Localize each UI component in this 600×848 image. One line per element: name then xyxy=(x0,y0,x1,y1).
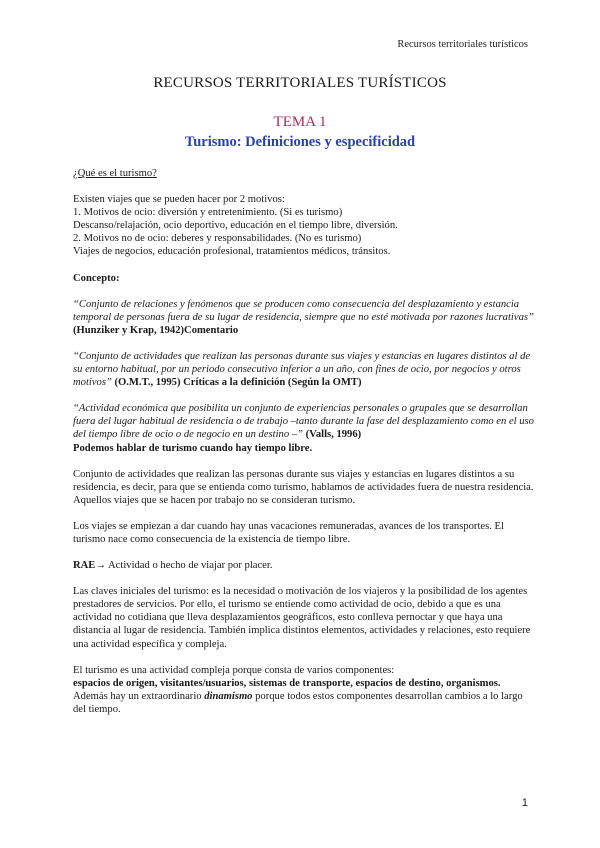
definition-quote-2 xyxy=(73,350,535,389)
paragraph: Conjunto de actividades que realizan las personas durante sus viajes y estancias en lugares distintos a su residencia, es decir, para que se entienda como turismo, hablamos de actividades fuera de nuestra residencia. Aquellos viajes que se hacen por trabajo no se consideran turismo. xyxy=(73,468,534,506)
chapter-label: TEMA 1 xyxy=(273,114,327,130)
section-question: ¿Qué es el turismo? xyxy=(73,168,157,179)
rae-label: RAE xyxy=(73,560,96,572)
body-line: 2. Motivos no de ocio: deberes y responsabilidades. (No es turismo) xyxy=(73,233,362,245)
concepto-heading: Concepto: xyxy=(73,272,120,284)
definition-quote-3 xyxy=(73,402,535,441)
rae-text: Actividad o hecho de viajar por placer. xyxy=(105,560,273,572)
page-number: 1 xyxy=(521,797,528,809)
emphasis-dinamismo: dinamismo xyxy=(204,690,253,702)
document-title: RECURSOS TERRITORIALES TURÍSTICOS xyxy=(153,75,447,91)
sentence-part: porque todos estos componentes desarrollan cambios a lo largo del tiempo. xyxy=(73,690,523,715)
chapter-subtitle: Turismo: Definiciones y especificidad xyxy=(184,134,416,150)
paragraph: El turismo es una actividad compleja porque consta de varios componentes: xyxy=(73,664,395,676)
quote-reference: (Valls, 1996) xyxy=(302,429,362,441)
sentence-part: Además hay un extraordinario xyxy=(73,690,205,702)
body-line: 1. Motivos de ocio: diversión y entretenimiento. (Si es turismo) xyxy=(73,207,343,219)
quote-conclusion: Podemos hablar de turismo cuando hay tiempo libre. xyxy=(73,442,313,454)
quote-text: “Conjunto de relaciones y fenómenos que se producen como consecuencia del desplazamiento y estancia temporal de personas fuera de su lugar de residencia, siempre que no esté motivada por razones lucrativas” xyxy=(73,298,534,323)
body-line: Existen viajes que se pueden hacer por 2 motivos: xyxy=(73,194,285,206)
paragraph: Los viajes se empiezan a dar cuando hay unas vacaciones remuneradas, avances de los transportes. El turismo nace como consecuencia de la existencia de tiempo libre. xyxy=(73,520,504,545)
document-body xyxy=(73,167,535,716)
components-list: espacios de origen, visitantes/usuarios, sistemas de transporte, espacios de destino, organismos. xyxy=(73,677,501,689)
dinamismo-sentence xyxy=(73,690,535,716)
quote-text: “Actividad económica que posibilita un conjunto de experiencias personales o grupales que se desarrollan fuera del lugar habitual de residencia o de trabajo –tanto durante la fase del desplazamiento como en el uso del tiempo libre de ocio o de negocio en un destino –” xyxy=(73,403,534,441)
body-line: Viajes de negocios, educación profesional, tratamientos médicos, tránsitos. xyxy=(73,246,391,258)
arrow-icon: → xyxy=(95,560,106,572)
definition-quote-1 xyxy=(73,298,535,337)
paragraph: Las claves iniciales del turismo: es la necesidad o motivación de los viajeros y la posibilidad de los agentes prestadores de servicios. Por ello, el turismo se entiende como actividad de ocio, debido a que es una actividad no cotidiana que lleva desplazamientos geográficos, esto conlleva pernoctar y que haya una distancia al lugar de residencia. También implica distintos elementos, actividades y relaciones, esto requiere una actividad específica y compleja. xyxy=(73,586,531,650)
running-header: Recursos territoriales turísticos xyxy=(397,39,528,50)
body-line: Descanso/relajación, ocio deportivo, educación en el tiempo libre, diversión. xyxy=(73,220,398,232)
quote-text: “Conjunto de actividades que realizan las personas durante sus viajes y estancias en lugares distintos al de su entorno habitual, por un periodo consecutivo inferior a un año, con fines de ocio, por negocios y otros motivos” xyxy=(73,350,531,389)
rae-definition xyxy=(73,559,535,572)
quote-reference: (O.M.T., 1995) Críticas a la definición (Según la OMT) xyxy=(111,377,362,389)
quote-reference: (Hunziker y Krap, 1942)Comentario xyxy=(73,324,239,336)
